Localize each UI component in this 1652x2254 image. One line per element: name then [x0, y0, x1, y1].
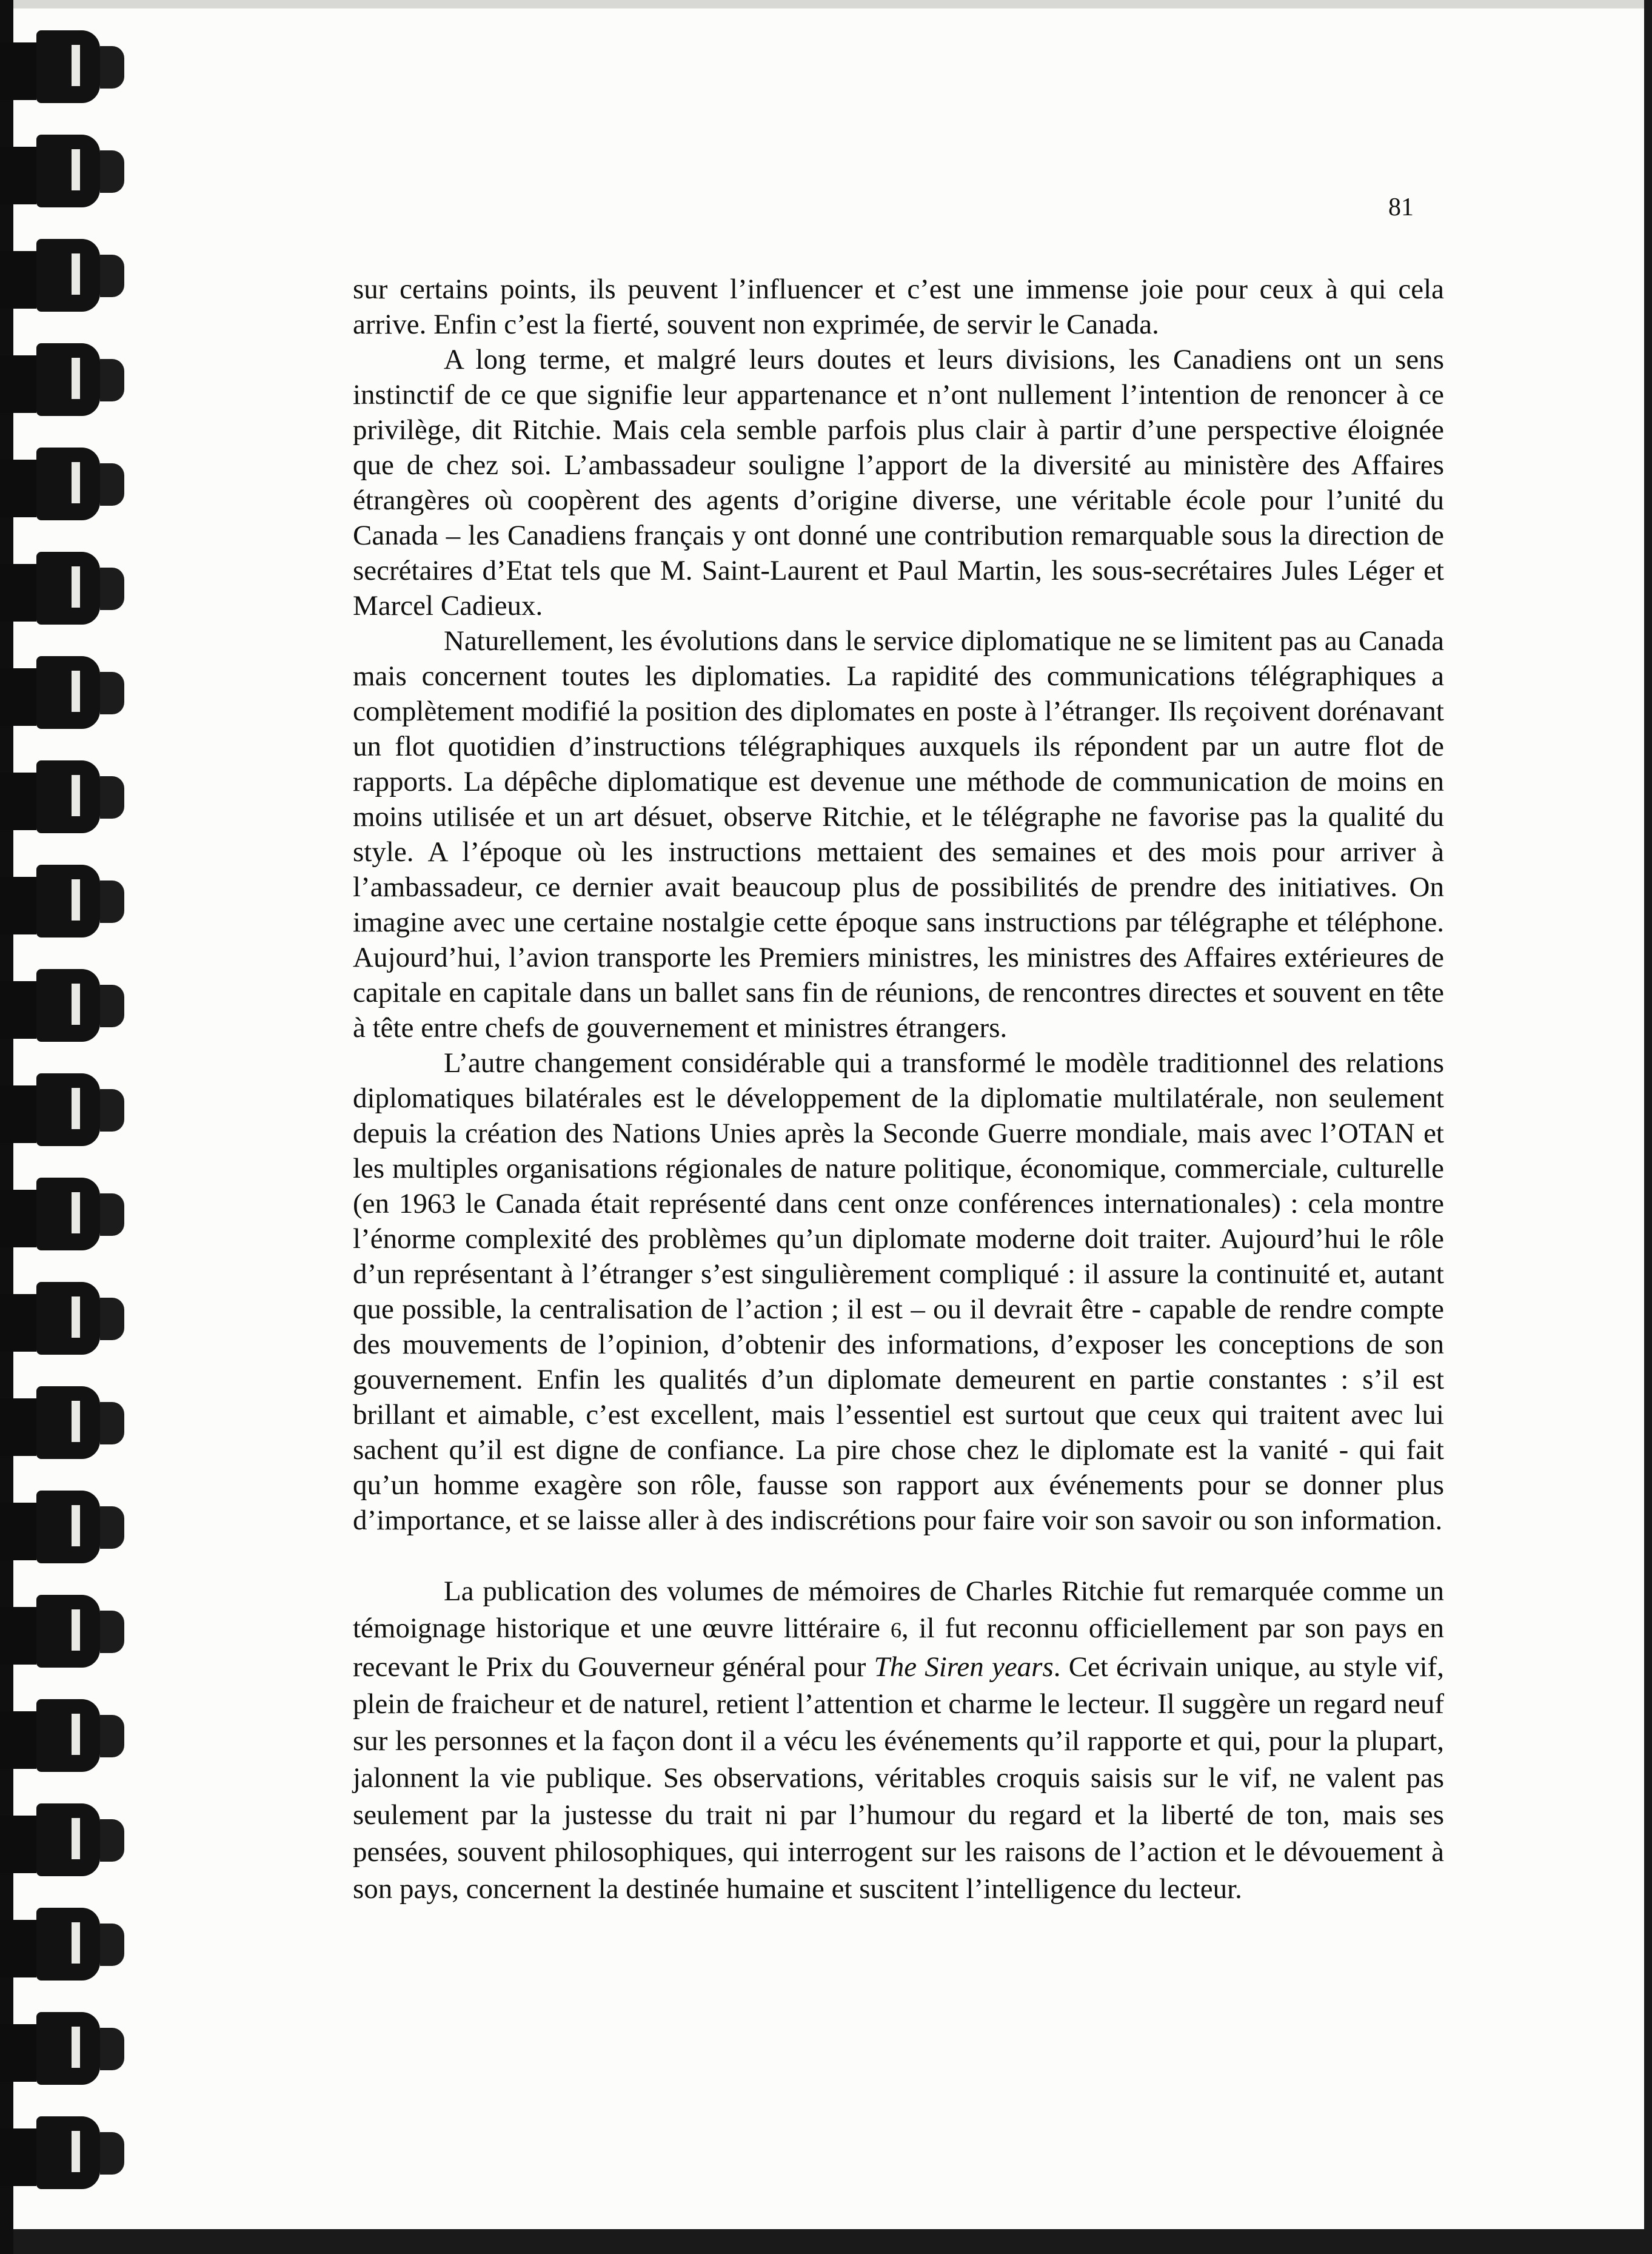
binding-ring-bar — [0, 564, 36, 622]
binding-ring-loop — [36, 2012, 100, 2085]
page-number: 81 — [1388, 193, 1414, 221]
binding-ring-gap — [72, 1714, 80, 1755]
binding-ring — [0, 2006, 139, 2097]
binding-ring-tip — [100, 1402, 124, 1444]
binding-ring-tip — [100, 1611, 124, 1653]
binding-ring-gap — [72, 566, 80, 608]
binding-ring-loop — [36, 448, 100, 520]
binding-ring-loop — [36, 656, 100, 729]
binding-ring-gap — [72, 1609, 80, 1651]
binding-ring — [0, 1276, 139, 1367]
binding-ring-tip — [100, 46, 124, 89]
binding-ring-tip — [100, 1298, 124, 1340]
binding-ring-bar — [0, 2128, 36, 2186]
binding-ring-gap — [72, 462, 80, 503]
binding-ring — [0, 441, 139, 532]
binding-ring-bar — [0, 251, 36, 309]
binding-ring — [0, 1380, 139, 1471]
binding-ring-bar — [0, 981, 36, 1039]
binding-ring-bar — [0, 355, 36, 413]
binding-ring-tip — [100, 880, 124, 923]
binding-ring-tip — [100, 1715, 124, 1757]
binding-ring-tip — [100, 985, 124, 1027]
binding-ring-loop — [36, 30, 100, 103]
binding-ring-gap — [72, 1818, 80, 1859]
binding-ring-loop — [36, 1699, 100, 1772]
binding-ring-loop — [36, 135, 100, 207]
binding-ring-gap — [72, 2131, 80, 2172]
binding-ring — [0, 1797, 139, 1888]
binding-ring-loop — [36, 1803, 100, 1876]
binding-ring-gap — [72, 1922, 80, 1964]
binding-ring-tip — [100, 1506, 124, 1549]
binding-ring-bar — [0, 1816, 36, 1873]
binding-ring — [0, 1172, 139, 1263]
binding-ring-gap — [72, 2027, 80, 2068]
binding-ring-tip — [100, 2028, 124, 2070]
binding-ring — [0, 1589, 139, 1680]
binding-ring-loop — [36, 552, 100, 625]
paragraph-2: A long terme, et malgré leurs doutes et leurs divisions, les Canadiens ont un sens instinctif de ce que signifie leur appartenance et n’ont nullement l’intention de renoncer à ce privilège, dit Ritchie. Mais cela semble parfois plus clair à partir d’une perspective éloignée que de chez soi. L’ambassadeur souligne l’apport de la diversité au ministère des Affaires étrangères où coopèrent des agents d’origine diverse, une véritable école pour l’unité du Canada – les Canadiens français y ont donné une contribution remarquable sous la direction de secrétaires d’Etat tels que M. Saint-Laurent et Paul Martin, les sous-secrétaires Jules Léger et Marcel Cadieux. — [353, 344, 1444, 622]
binding-ring-gap — [72, 1505, 80, 1546]
binding-ring-loop — [36, 2116, 100, 2189]
binding-ring-tip — [100, 1924, 124, 1966]
binding-ring-loop — [36, 865, 100, 937]
binding-ring-gap — [72, 984, 80, 1025]
binding-ring-loop — [36, 760, 100, 833]
binding-ring-gap — [72, 253, 80, 295]
paragraph-3: Naturellement, les évolutions dans le service diplomatique ne se limitent pas au Canada mais concernent toutes les diplomaties. La rapidité des communications télégraphiques a complètement modifié la position des diplomates en poste à l’étranger. Ils reçoivent dorénavant un flot quotidien d’instructions télégraphiques auxquels ils répondent par un autre flot de rapports. La dépêche diplomatique est devenue une méthode de communication de moins en moins utilisée et un art désuet, observe Ritchie, et le télégraphe ne favorise pas la qualité du style. A l’époque où les instructions mettaient des semaines et des mois pour arriver à l’ambassadeur, ce dernier avait beaucoup plus de possibilités de prendre des initiatives. On imagine avec une certaine nostalgie cette époque sans instructions par télégraphe et téléphone. Aujourd’hui, l’avion transporte les Premiers ministres, les ministres des Affaires extérieures de capitale en capitale dans un ballet sans fin de réunions, de rencontres directes et souvent en tête à tête entre chefs de gouvernement et ministres étrangers. — [353, 625, 1444, 1044]
binding-ring-gap — [72, 775, 80, 816]
scan-bottom-edge — [0, 2229, 1652, 2254]
paragraph-5-start: La publication des volumes de mémoires de Charles Ritchie fut remarquée comme un témoignage historique et une œuvre littéraire — [353, 1575, 1444, 1644]
binding-ring-bar — [0, 1503, 36, 1560]
binding-ring-loop — [36, 969, 100, 1042]
paragraph-5-end: . Cet écrivain unique, au style vif, plein de fraicheur et de naturel, retient l’attention et charme le lecteur. Il suggère un regard neuf sur les personnes et la façon dont il a vécu les événements qu’il rapporte et qui, pour la plupart, jalonnent la vie publique. Ses observations, véritables croquis saisis sur le vif, ne valent pas seulement par la justesse du trait ni par l’humour du regard et la liberté de ton, mais ses pensées, souvent philosophiques, qui interrogent sur les raisons de l’action et le dévouement à son pays, concernent la destinée humaine et suscitent l’intelligence du lecteur. — [353, 1651, 1444, 1905]
paragraph-5-mid: , il fut reconnu officiellement par son pays en recevant le Prix du Gouverneur général pour — [353, 1612, 1444, 1683]
binding-ring — [0, 859, 139, 950]
binding-ring-tip — [100, 359, 124, 401]
binding-ring — [0, 24, 139, 115]
binding-ring-bar — [0, 42, 36, 100]
footnote-marker: 6 — [890, 1618, 901, 1642]
paragraph-1: sur certains points, ils peuvent l’influencer et c’est une immense joie pour ceux à qui cela arrive. Enfin c’est la fierté, souvent non exprimée, de servir le Canada. — [353, 273, 1444, 340]
binding-ring-gap — [72, 1296, 80, 1338]
binding-ring-bar — [0, 1085, 36, 1143]
binding-ring — [0, 1484, 139, 1575]
binding-ring-loop — [36, 343, 100, 416]
binding-ring — [0, 337, 139, 428]
binding-ring-bar — [0, 1711, 36, 1769]
binding-ring — [0, 233, 139, 324]
body-text — [353, 272, 1444, 1908]
binding-ring-loop — [36, 1595, 100, 1668]
binding-ring-gap — [72, 671, 80, 712]
binding-ring-tip — [100, 255, 124, 297]
binding-ring-bar — [0, 1920, 36, 1977]
binding-ring-bar — [0, 877, 36, 934]
binding-ring-bar — [0, 1398, 36, 1456]
binding-ring-gap — [72, 45, 80, 86]
binding-ring-bar — [0, 668, 36, 726]
binding-ring-bar — [0, 147, 36, 204]
binding-ring-loop — [36, 1386, 100, 1459]
binding-ring-tip — [100, 1089, 124, 1132]
binding-ring — [0, 1902, 139, 1993]
scan-right-edge — [1644, 0, 1652, 2254]
binding-ring — [0, 1067, 139, 1158]
binding-ring-tip — [100, 672, 124, 714]
binding-ring — [0, 2110, 139, 2201]
binding-ring — [0, 963, 139, 1054]
binding-ring-bar — [0, 1607, 36, 1665]
binding-ring-loop — [36, 1178, 100, 1250]
binding-ring-gap — [72, 1192, 80, 1233]
binding-ring-tip — [100, 1193, 124, 1236]
binding-ring-gap — [72, 1088, 80, 1129]
binding-ring-gap — [72, 1401, 80, 1442]
binding-ring — [0, 1693, 139, 1784]
binding-ring-gap — [72, 358, 80, 399]
binding-ring-loop — [36, 239, 100, 312]
binding-ring-bar — [0, 773, 36, 830]
binding-ring-tip — [100, 568, 124, 610]
binding-ring — [0, 546, 139, 637]
binding-ring-bar — [0, 460, 36, 517]
paragraph-5 — [353, 1573, 1444, 1908]
binding-ring-loop — [36, 1491, 100, 1563]
binding-ring-bar — [0, 1294, 36, 1352]
binding-ring-tip — [100, 150, 124, 193]
book-title: The Siren years — [874, 1651, 1054, 1683]
binding-ring-tip — [100, 776, 124, 819]
binding-ring-tip — [100, 1819, 124, 1862]
binding-ring-gap — [72, 879, 80, 921]
binding-ring-gap — [72, 149, 80, 190]
binding-ring-loop — [36, 1282, 100, 1355]
binding-ring-tip — [100, 463, 124, 506]
binding-ring-bar — [0, 1190, 36, 1247]
paragraph-4: L’autre changement considérable qui a transformé le modèle traditionnel des relations diplomatiques bilatérales est le développement de la diplomatie multilatérale, non seulement depuis la création des Nations Unies après la Seconde Guerre mondiale, mais avec l’OTAN et les multiples organisations régionales de nature politique, économique, commerciale, culturelle (en 1963 le Canada était représenté dans cent onze conférences internationales) : cela montre l’énorme complexité des problèmes qu’un diplomate moderne doit traiter. Aujourd’hui le rôle d’un représentant à l’étranger s’est singulièrement compliqué : il assure la continuité et, autant que possible, la centralisation de l’action ; il est – ou il devrait être - capable de rendre compte des mouvements de l’opinion, d’obtenir des informations, d’exposer les conceptions de son gouvernement. Enfin les qualités d’un diplomate demeurent en partie constantes : s’il est brillant et aimable, c’est excellent, mais l’essentiel est surtout que ceux qui traitent avec lui sachent qu’il est digne de confiance. La pire chose chez le diplomate est la vanité - qui fait qu’un homme exagère son rôle, fausse son rapport aux événements pour se donner plus d’importance, et se laisse aller à des indiscrétions pour faire voir son savoir ou son information. — [353, 1047, 1444, 1536]
binding-ring-loop — [36, 1908, 100, 1981]
binding-ring-loop — [36, 1073, 100, 1146]
binding-ring — [0, 650, 139, 741]
binding-ring — [0, 754, 139, 845]
binding-ring — [0, 129, 139, 220]
binding-ring-bar — [0, 2024, 36, 2082]
spiral-binding — [0, 0, 145, 2254]
binding-ring-tip — [100, 2132, 124, 2175]
scan-top-edge — [0, 0, 1652, 8]
